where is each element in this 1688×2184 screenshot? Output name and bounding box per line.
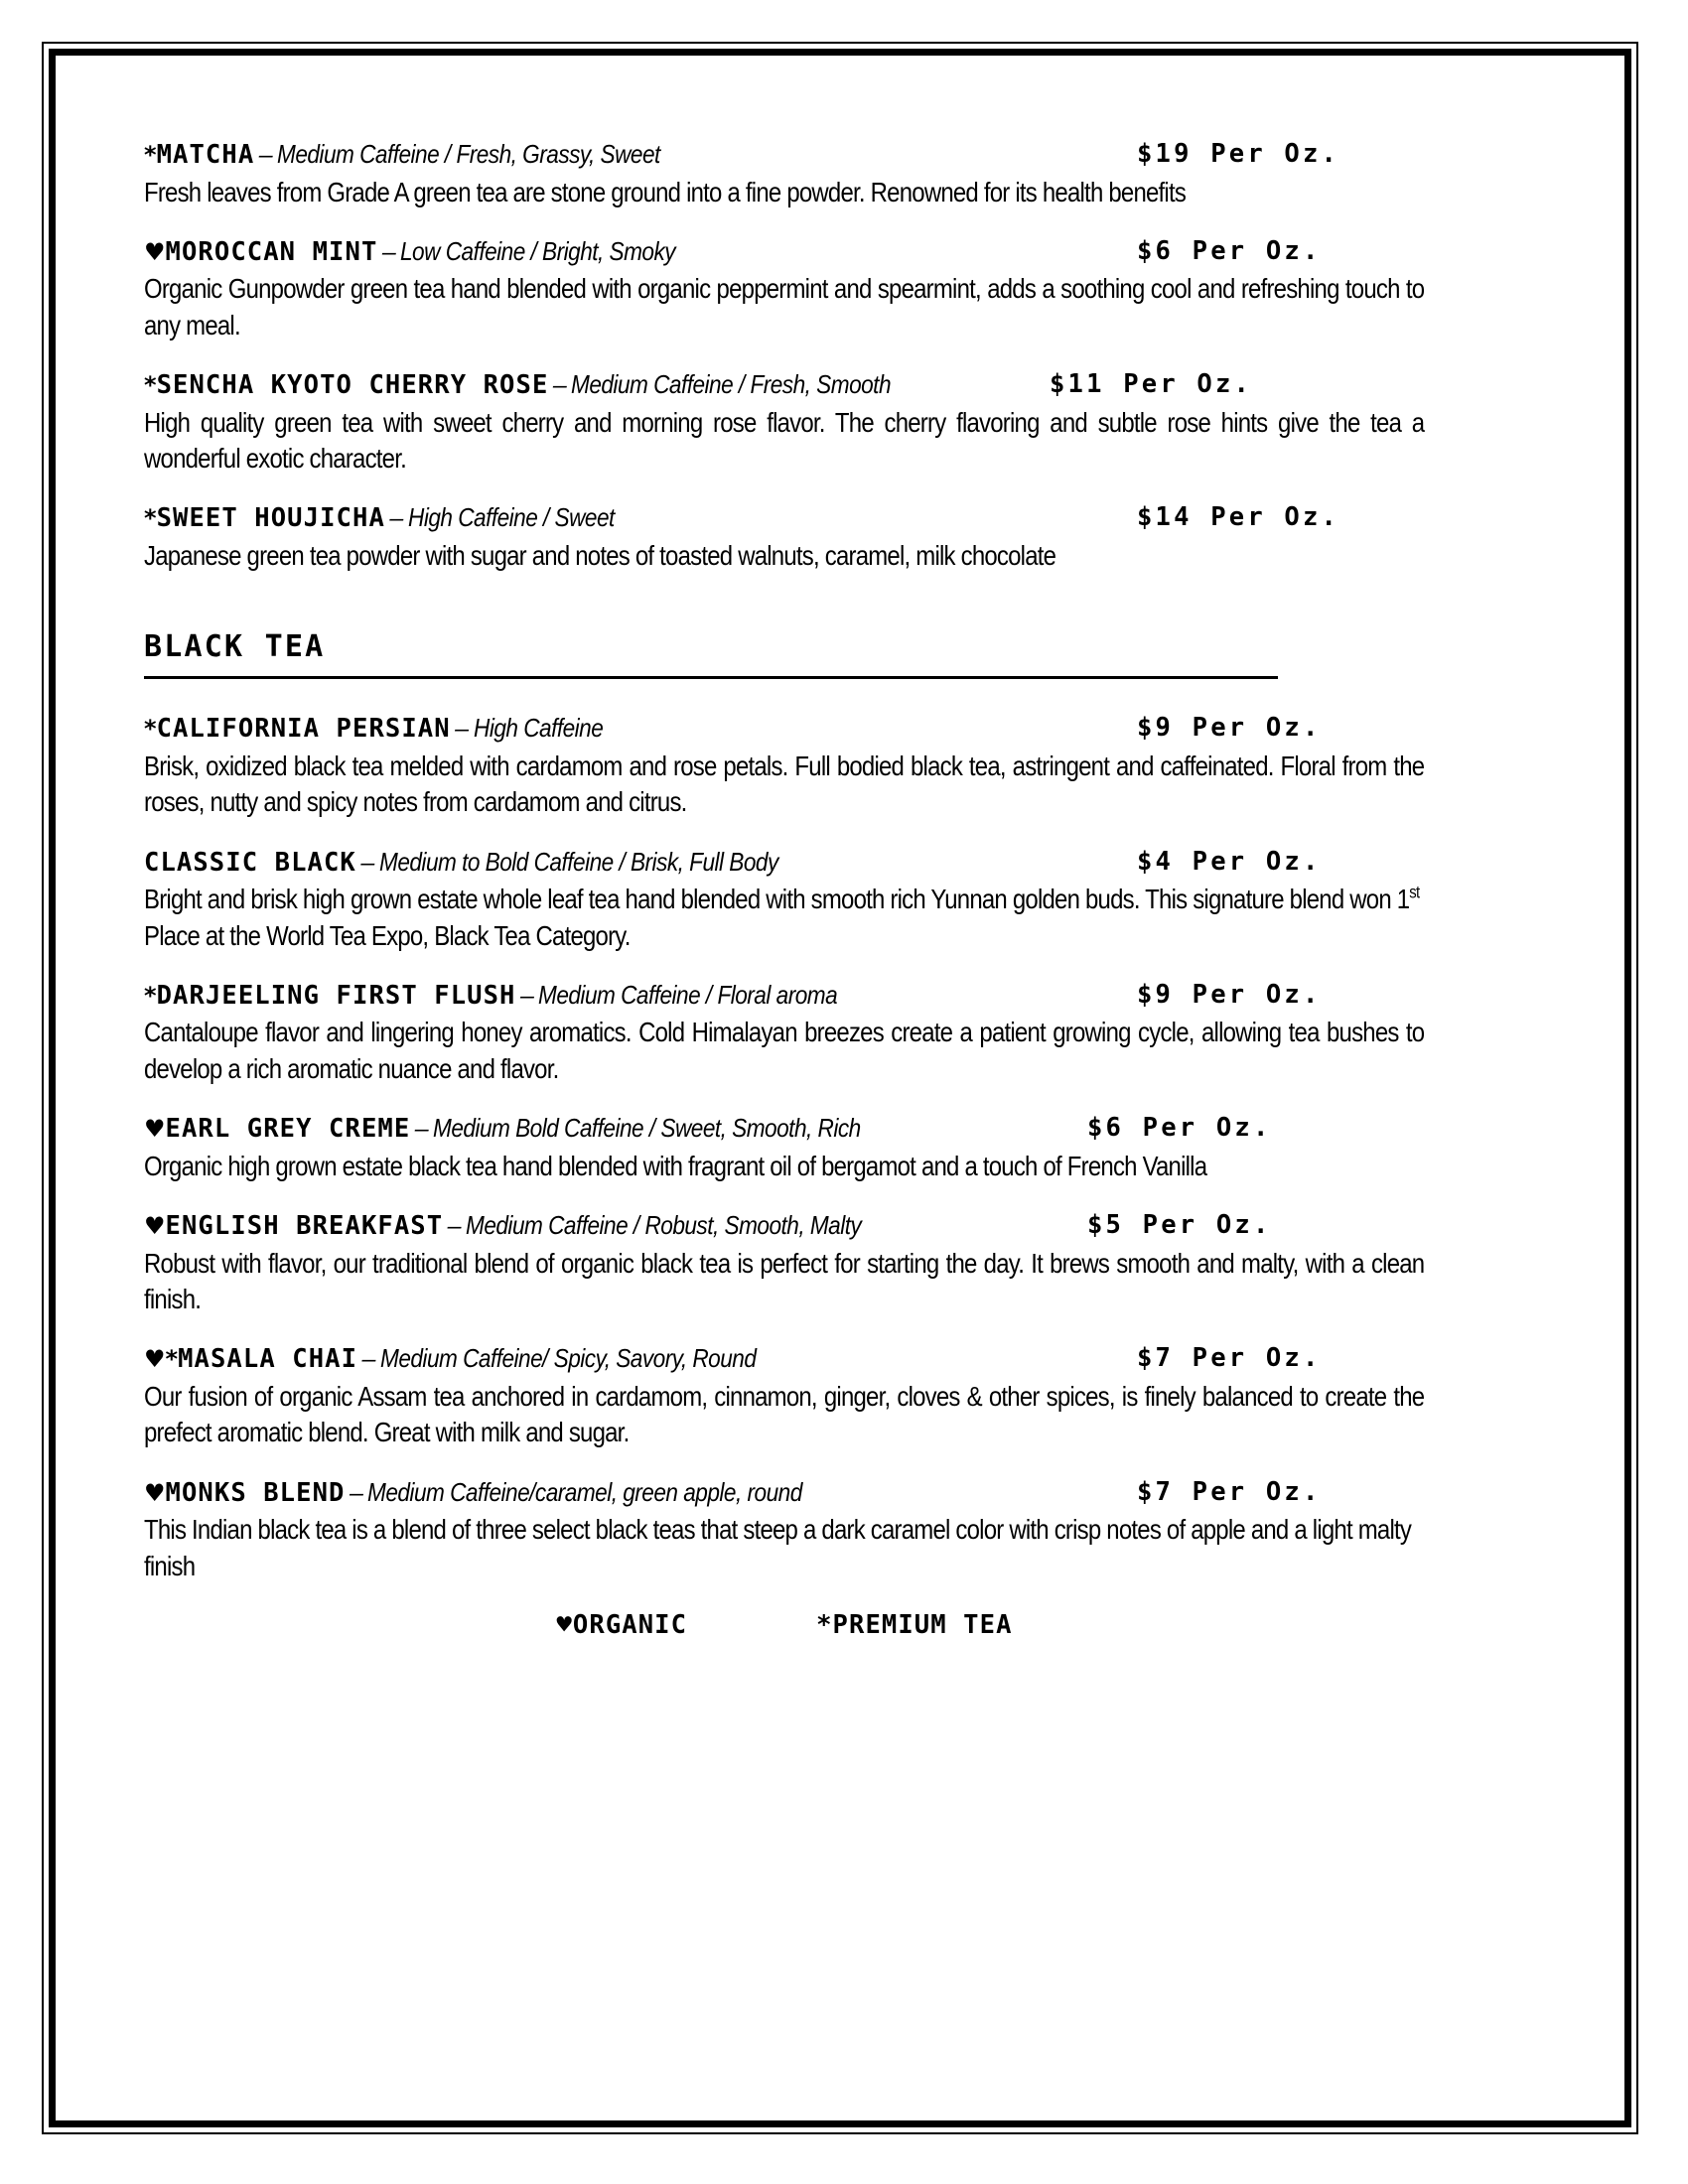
menu-item-earl-grey-creme [144,1113,1425,1184]
item-headline [144,139,1425,171]
item-headline [144,1210,1425,1242]
menu-item-monks-blend [144,1477,1425,1584]
item-price: $11 Per Oz. [1050,369,1253,400]
tasting-notes: Medium Bold Caffeine / Sweet, Smooth, Rich [433,1113,861,1144]
item-headline [144,236,1425,268]
tea-name: ♥MONKS BLEND [144,1477,346,1508]
tea-name: ♥*MASALA CHAI [144,1344,358,1375]
organic-marker-icon: ♥ [144,1115,166,1144]
separator-dash: – [360,848,375,877]
tea-name: *SENCHA KYOTO CHERRY ROSE [144,370,549,401]
item-headline [144,1477,1425,1509]
legend-footer [144,1610,1425,1640]
separator-dash: – [361,1345,376,1374]
organic-marker-icon: ♥ [144,237,166,266]
item-description: Organic Gunpowder green tea hand blended with organic peppermint and spearmint, adds a soothing cool and refreshing touch to any meal. [144,273,1425,341]
menu-item-sencha-kyoto-cherry-rose [144,369,1425,477]
item-price: $6 Per Oz. [1137,235,1322,266]
premium-marker-icon: * [144,981,157,1010]
tasting-notes: Medium Caffeine / Floral aroma [538,979,838,1010]
menu-item-moroccan-mint [144,236,1425,343]
item-description: Brisk, oxidized black tea melded with cardamom and rose petals. Full bodied black tea, astringent and caffeinated. Floral from the roses, nutty and spicy notes from cardamom and citrus. [144,750,1425,818]
section-title: BLACK TEA [144,629,326,665]
tea-name: ♥EARL GREY CREME [144,1114,411,1145]
section-divider [144,676,1278,679]
item-description: High quality green tea with sweet cherry and morning rose flavor. The cherry flavoring and subtle rose hints give the tea a wonderful exotic character. [144,406,1425,475]
menu-item-classic-black [144,847,1425,954]
separator-dash: – [519,981,534,1010]
menu-item-english-breakfast [144,1210,1425,1317]
item-price: $9 Per Oz. [1137,713,1322,744]
item-description: Robust with flavor, our traditional blend of organic black tea is perfect for starting the day. It brews smooth and malty, with a clean finish. [144,1247,1425,1314]
tea-name: ♥ENGLISH BREAKFAST [144,1211,444,1242]
item-price: $4 Per Oz. [1137,846,1322,877]
tasting-notes: Medium Caffeine/ Spicy, Savory, Round [379,1343,757,1374]
tasting-notes: High Caffeine / Sweet [407,502,615,533]
item-description: Organic high grown estate black tea hand blended with fragrant oil of bergamot and a touch of French Vanilla [144,1150,1207,1181]
item-price: $7 Per Oz. [1137,1476,1322,1507]
item-headline [144,713,1425,745]
organic-marker-icon: ♥ [144,1478,166,1507]
separator-dash: – [455,715,470,744]
menu-item-california-persian [144,713,1425,820]
legend-organic: ♥ORGANIC [556,1609,688,1640]
description-part-2: Place at the World Tea Expo, Black Tea Category. [144,919,631,951]
item-headline [144,502,1425,534]
item-headline [144,847,1425,879]
section-header-black-tea [144,629,1425,679]
ordinal-suffix: st [1409,882,1420,902]
item-price: $6 Per Oz. [1087,1113,1272,1144]
tea-name: *CALIFORNIA PERSIAN [144,714,451,745]
separator-dash: – [258,141,273,169]
item-description: Our fusion of organic Assam tea anchored in cardamom, cinnamon, ginger, cloves & other spices, is finely balanced to create the prefect aromatic blend. Great with milk and sugar. [144,1380,1425,1448]
organic-premium-marker-icon: ♥* [144,1345,179,1374]
tea-name: *DARJEELING FIRST FLUSH [144,980,516,1011]
tasting-notes: Medium Caffeine / Fresh, Grassy, Sweet [277,139,660,169]
separator-dash: – [414,1115,429,1144]
menu-item-masala-chai [144,1343,1425,1450]
item-price: $7 Per Oz. [1137,1343,1322,1374]
item-description: This Indian black tea is a blend of three select black teas that steep a dark caramel color with crisp notes of apple and a light malty finish [144,1514,1412,1581]
description-part-1: Bright and brisk high grown estate whole leaf tea hand blended with smooth rich Yunnan golden buds. This signature blend won 1 [144,884,1410,915]
item-price: $14 Per Oz. [1137,502,1340,533]
item-headline [144,369,1425,401]
separator-dash: – [389,504,404,533]
separator-dash: – [447,1212,462,1241]
item-description: Cantaloupe flavor and lingering honey aromatics. Cold Himalayan breezes create a patient growing cycle, allowing tea bushes to develop a rich aromatic nuance and flavor. [144,1017,1425,1084]
separator-dash: – [552,371,567,400]
premium-marker-icon: * [144,371,157,400]
green-tea-item-list [144,139,1425,574]
premium-marker-icon: * [144,715,157,744]
tasting-notes: Medium Caffeine / Robust, Smooth, Malty [466,1210,862,1241]
black-tea-item-list [144,713,1425,1584]
item-headline [144,1343,1425,1375]
item-description [144,882,1424,954]
item-headline [144,1113,1425,1145]
separator-dash: – [381,237,396,266]
organic-marker-icon: ♥ [144,1212,166,1241]
menu-item-matcha [144,139,1425,210]
item-description: Japanese green tea powder with sugar and notes of toasted walnuts, caramel, milk chocolate [144,539,1056,571]
tasting-notes: Low Caffeine / Bright, Smoky [400,235,676,266]
tasting-notes: High Caffeine [473,713,603,744]
menu-item-darjeeling-first-flush [144,980,1425,1087]
item-price: $5 Per Oz. [1087,1210,1272,1241]
item-description: Fresh leaves from Grade A green tea are stone ground into a fine powder. Renowned for its health benefits [144,176,1187,207]
item-headline [144,980,1425,1012]
item-price: $19 Per Oz. [1137,139,1340,169]
separator-dash: – [349,1478,363,1507]
tasting-notes: Medium to Bold Caffeine / Brisk, Full Body [378,846,778,877]
tea-name: ♥MOROCCAN MINT [144,236,378,267]
menu-content [144,139,1425,1640]
tea-name: CLASSIC BLACK [144,847,356,878]
tasting-notes: Medium Caffeine/caramel, green apple, round [367,1476,803,1507]
tea-name: *MATCHA [144,140,255,170]
premium-marker-icon: * [144,504,157,533]
menu-item-sweet-houjicha [144,502,1425,574]
item-price: $9 Per Oz. [1137,979,1322,1010]
tasting-notes: Medium Caffeine / Fresh, Smooth [571,369,892,400]
premium-marker-icon: * [144,141,157,169]
tea-name: *SWEET HOUJICHA [144,503,385,534]
legend-premium: *PREMIUM TEA [816,1609,1013,1640]
